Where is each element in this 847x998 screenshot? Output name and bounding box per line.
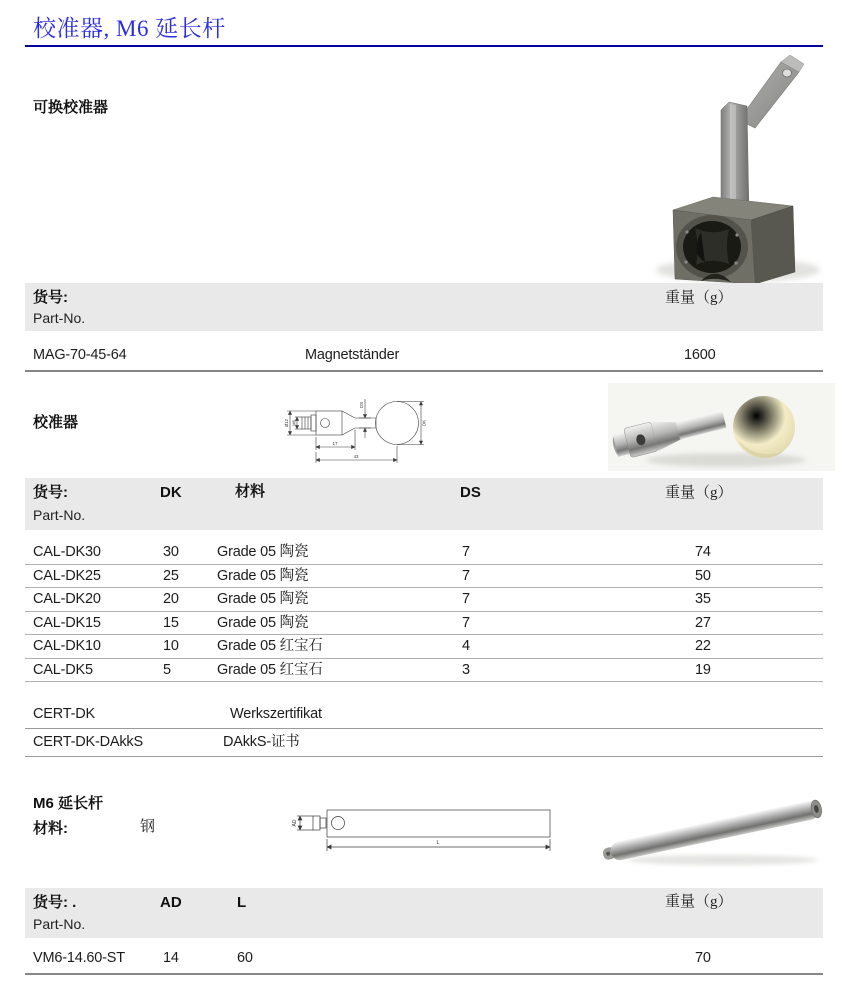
calibrator-table-rows — [25, 541, 823, 682]
part-no-cell: CAL-DK15 — [33, 614, 101, 631]
table-row — [25, 946, 823, 975]
weight-label: 重量（g） — [665, 894, 733, 910]
part-no-cell: MAG-70-45-64 — [33, 347, 127, 363]
ds-cell: 7 — [462, 567, 470, 584]
ds-column-label: DS — [460, 484, 481, 501]
section-heading-replaceable-calibrator: 可换校准器 — [33, 99, 109, 116]
dim-label-43: 43 — [353, 454, 359, 459]
ds-cell: 7 — [462, 591, 470, 607]
part-no-cell: CAL-DK25 — [33, 567, 101, 584]
weight-label: 重量（g） — [665, 485, 733, 501]
part-no-cell: VM6-14.60-ST — [33, 950, 125, 966]
material-cell: Grade 05 陶瓷 — [217, 544, 309, 560]
table-row — [25, 565, 823, 589]
part-no-cell: CAL-DK5 — [33, 661, 93, 678]
weight-cell: 50 — [695, 567, 711, 584]
material-cell: Grade 05 红宝石 — [217, 638, 323, 654]
weight-cell: 19 — [695, 661, 711, 678]
table-row — [25, 588, 823, 612]
certificate-rows — [25, 701, 823, 757]
part-no-label: 货号: — [33, 484, 68, 501]
ad-column-label: AD — [160, 894, 182, 911]
dim-label-ds: DS — [359, 401, 364, 409]
l-cell: 60 — [237, 950, 253, 966]
weight-cell: 22 — [695, 638, 711, 654]
weight-cell: 1600 — [684, 347, 716, 363]
material-cell: Grade 05 红宝石 — [217, 661, 323, 678]
weight-cell: 35 — [695, 591, 711, 607]
dk-cell: 10 — [163, 638, 179, 654]
dim-label-m6: M6 — [291, 420, 297, 426]
dk-cell: 15 — [163, 614, 179, 631]
table-row — [25, 659, 823, 683]
description-cell: Werkszertifikat — [230, 706, 322, 722]
ds-cell: 7 — [462, 614, 470, 631]
calibration-sphere-image — [608, 383, 835, 471]
material-cell: Grade 05 陶瓷 — [217, 614, 309, 631]
dk-cell: 25 — [163, 567, 179, 584]
magnetic-stand-image — [643, 50, 835, 286]
description-cell: DAkkS-证书 — [223, 734, 300, 750]
table-row — [25, 612, 823, 636]
material-cell: Grade 05 陶瓷 — [217, 567, 309, 584]
weight-cell: 74 — [695, 544, 711, 560]
material-value: 钢 — [140, 819, 156, 835]
part-no-cell: CERT-DK-DAkkS — [33, 734, 143, 750]
table-row — [25, 729, 823, 757]
part-no-cell: CERT-DK — [33, 706, 95, 722]
table-row — [25, 635, 823, 659]
part-no-cell: CAL-DK20 — [33, 591, 101, 607]
part-no-cell: CAL-DK30 — [33, 544, 101, 560]
table1-header — [25, 283, 823, 331]
part-no-label: 货号: — [33, 289, 68, 306]
extension-technical-drawing — [288, 785, 554, 860]
table-row — [25, 541, 823, 565]
part-no-label: 货号: . — [33, 894, 77, 911]
dim-label-17: 17 — [332, 441, 338, 446]
dim-label-ad: AD — [292, 819, 298, 827]
part-no-sublabel: Part-No. — [33, 507, 86, 523]
table-row — [25, 701, 823, 729]
section-heading-m6-extension: M6 延长杆 — [33, 795, 104, 812]
table-row — [25, 344, 823, 372]
description-cell: Magnetständer — [305, 347, 400, 363]
ds-cell: 7 — [462, 544, 470, 560]
dk-column-label: DK — [160, 484, 182, 501]
extension-rod-image — [595, 788, 835, 876]
calibrator-technical-drawing — [283, 392, 428, 478]
dk-cell: 20 — [163, 591, 179, 607]
material-cell: Grade 05 陶瓷 — [217, 591, 309, 607]
weight-cell: 70 — [695, 950, 711, 966]
dim-label-dia12: Ø12 — [284, 419, 289, 427]
dim-label-l: L — [436, 840, 440, 846]
table2-header — [25, 478, 823, 530]
part-no-cell: CAL-DK10 — [33, 638, 101, 654]
table3-header — [25, 888, 823, 938]
dk-cell: 5 — [163, 661, 171, 678]
part-no-sublabel: Part-No. — [33, 916, 86, 932]
material-label: 材料: — [33, 820, 68, 837]
weight-cell: 27 — [695, 614, 711, 631]
title-rule — [25, 45, 823, 47]
ds-cell: 4 — [462, 638, 470, 654]
ad-cell: 14 — [163, 950, 179, 966]
dk-cell: 30 — [163, 544, 179, 560]
l-column-label: L — [237, 894, 247, 911]
weight-label: 重量（g） — [665, 290, 733, 306]
section-heading-calibrator: 校准器 — [33, 414, 79, 431]
material-column-label: 材料 — [235, 483, 266, 500]
ds-cell: 3 — [462, 661, 470, 678]
dim-label-dk: DK — [421, 419, 427, 427]
part-no-sublabel: Part-No. — [33, 310, 86, 326]
page-title: 校准器, M6 延长杆 — [33, 16, 226, 41]
